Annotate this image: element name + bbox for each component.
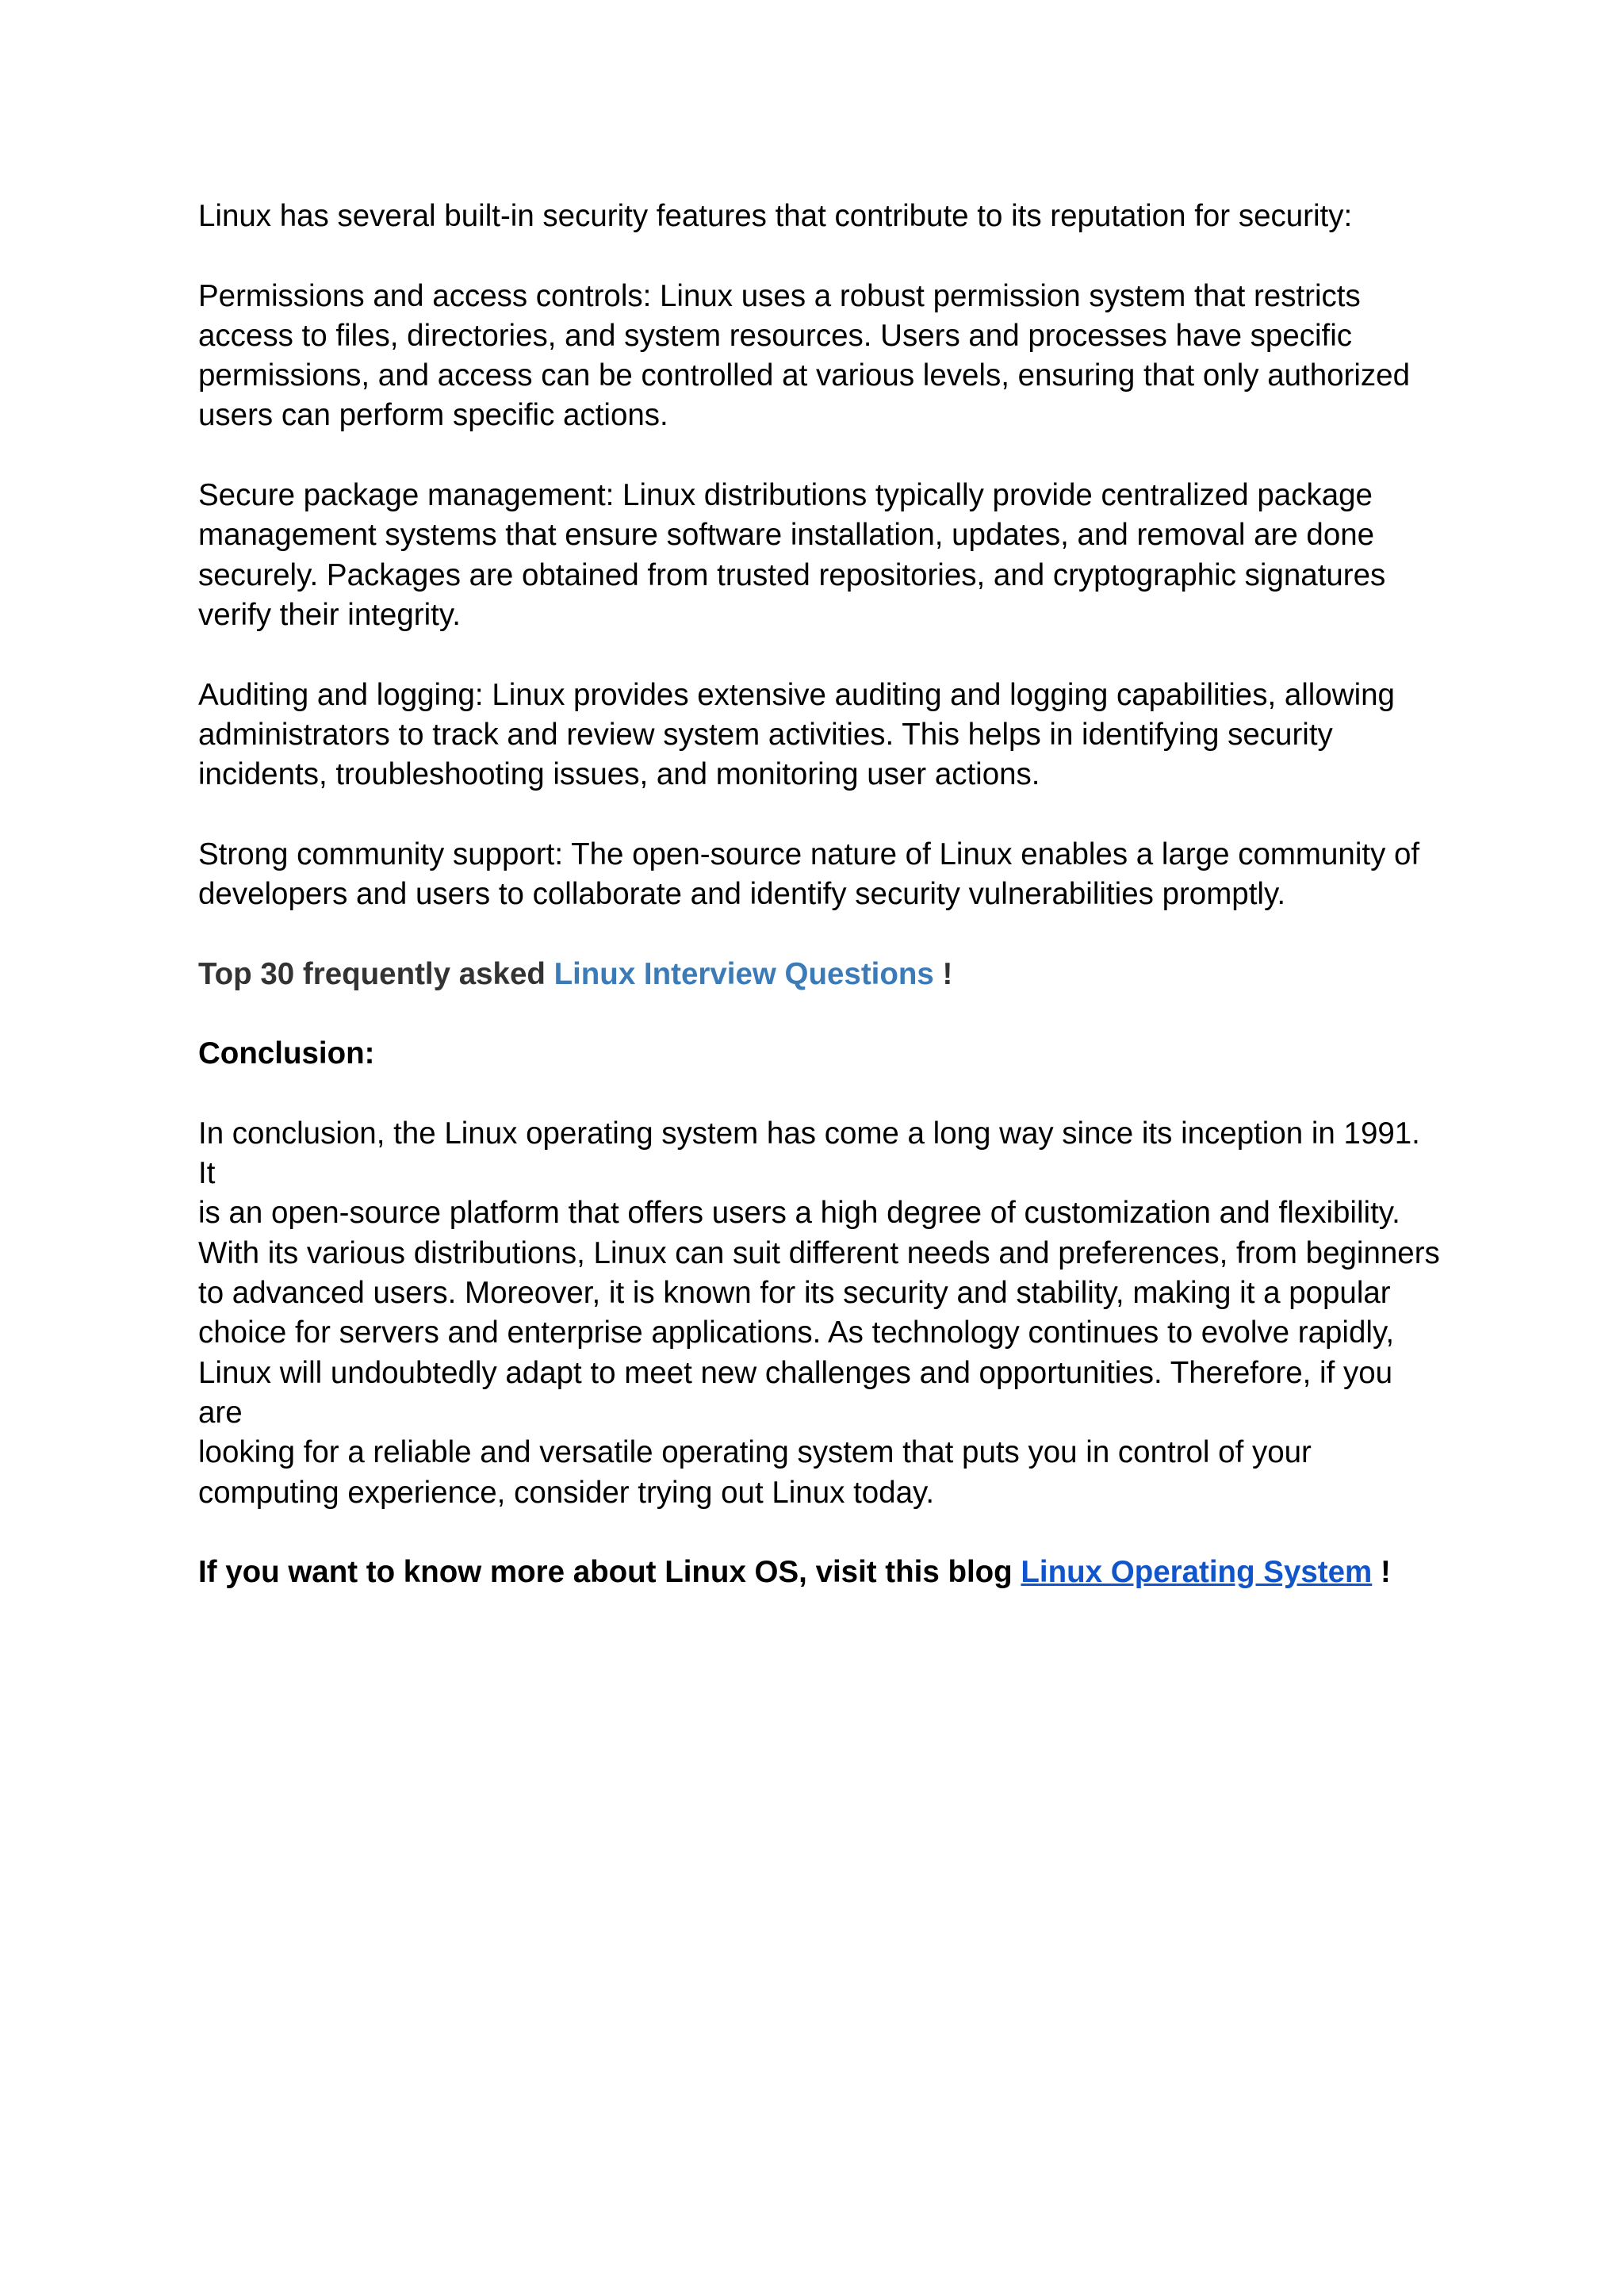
conclusion-paragraph <box>198 1114 1443 1513</box>
feature-community <box>198 835 1443 915</box>
feature-line: Permissions and access controls: Linux uses a robust permission system that restricts <box>198 278 1361 313</box>
blog-prefix: If you want to know more about Linux OS, visit this blog <box>198 1555 1021 1590</box>
interview-questions-link[interactable]: Linux Interview Questions <box>553 956 934 991</box>
document-body <box>198 197 1443 1592</box>
feature-line: permissions, and access can be controlled at various levels, ensuring that only authorized <box>198 358 1411 393</box>
feature-auditing <box>198 676 1443 795</box>
feature-line: management systems that ensure software installation, updates, and removal are done <box>198 518 1375 553</box>
feature-line: users can perform specific actions. <box>198 398 668 433</box>
conclusion-line: looking for a reliable and versatile operating system that puts you in control of your <box>198 1435 1312 1470</box>
linux-operating-system-link[interactable]: Linux Operating System <box>1021 1555 1373 1590</box>
feature-line: Secure package management: Linux distributions typically provide centralized package <box>198 478 1373 513</box>
conclusion-line: choice for servers and enterprise applications. As technology continues to evolve rapidly, <box>198 1316 1395 1350</box>
feature-line: Strong community support: The open-source nature of Linux enables a large community of <box>198 837 1420 871</box>
feature-permissions <box>198 277 1443 436</box>
interview-prefix: Top 30 frequently asked <box>198 956 554 991</box>
intro-paragraph: Linux has several built-in security features that contribute to its reputation for security: <box>198 199 1353 233</box>
conclusion-line: In conclusion, the Linux operating system has come a long way since its inception in 1991. It <box>198 1116 1420 1191</box>
feature-line: developers and users to collaborate and identify security vulnerabilities promptly. <box>198 877 1286 912</box>
feature-line: Auditing and logging: Linux provides extensive auditing and logging capabilities, allowing <box>198 677 1395 712</box>
conclusion-line: to advanced users. Moreover, it is known for its security and stability, making it a popular <box>198 1276 1391 1311</box>
interview-questions-line <box>198 955 1443 994</box>
conclusion-line: computing experience, consider trying out Linux today. <box>198 1475 935 1510</box>
conclusion-line: With its various distributions, Linux can suit different needs and preferences, from beginners <box>198 1235 1440 1270</box>
feature-line: incidents, troubleshooting issues, and monitoring user actions. <box>198 757 1040 792</box>
feature-line: verify their integrity. <box>198 597 461 632</box>
feature-line: access to files, directories, and system resources. Users and processes have specific <box>198 318 1353 353</box>
feature-package-management <box>198 476 1443 635</box>
blog-suffix: ! <box>1372 1555 1391 1590</box>
conclusion-heading: Conclusion: <box>198 1036 375 1071</box>
interview-suffix: ! <box>933 956 953 991</box>
feature-line: securely. Packages are obtained from trusted repositories, and cryptographic signatures <box>198 557 1386 592</box>
blog-line <box>198 1553 1443 1592</box>
feature-line: administrators to track and review system activities. This helps in identifying security <box>198 717 1333 752</box>
conclusion-line: is an open-source platform that offers users a high degree of customization and flexibility. <box>198 1196 1400 1231</box>
conclusion-line: Linux will undoubtedly adapt to meet new challenges and opportunities. Therefore, if you are <box>198 1355 1393 1430</box>
